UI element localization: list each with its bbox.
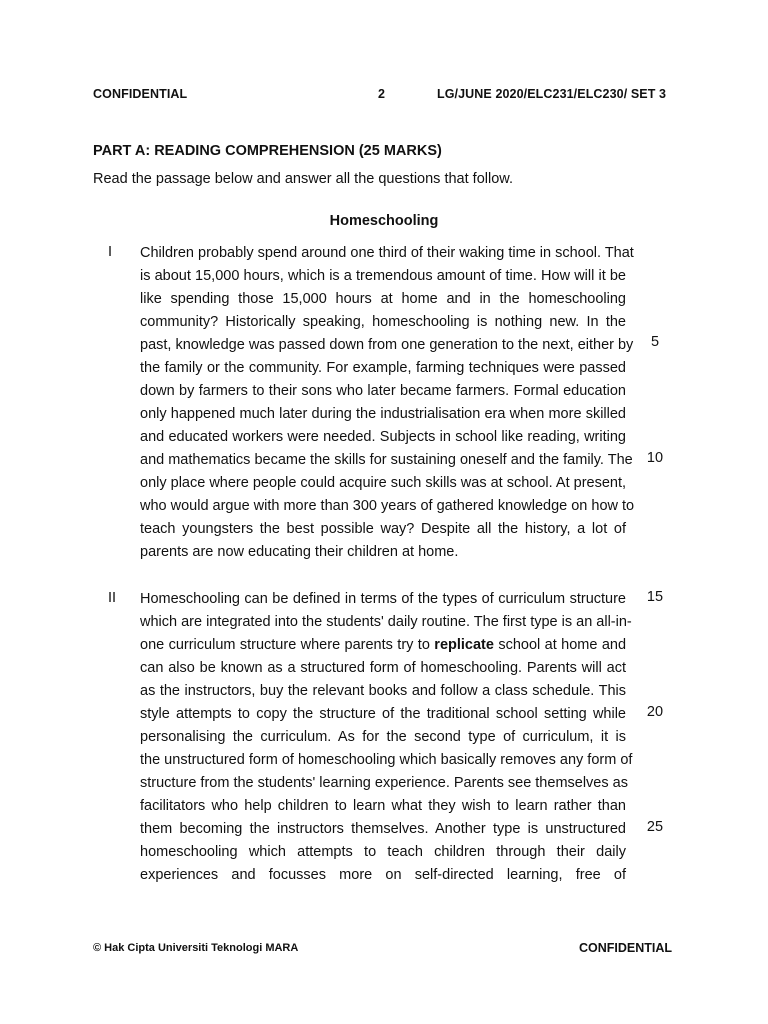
passage-line: the unstructured form of homeschooling which basically removes any form of: [140, 752, 633, 768]
passage-line: can also be known as a structured form of homeschooling. Parents will act: [140, 660, 626, 676]
passage-line: parents are now educating their children at home.: [140, 544, 459, 560]
passage-line: and educated workers were needed. Subjects in school like reading, writing: [140, 429, 626, 445]
header-confidential: CONFIDENTIAL: [93, 87, 188, 101]
keyword-replicate: replicate: [434, 637, 494, 653]
passage-line: past, knowledge was passed down from one generation to the next, either by: [140, 337, 634, 353]
passage-line: experiences and focusses more on self-directed learning, free of: [140, 867, 626, 883]
passage-line-text: school at home and: [498, 637, 627, 653]
passage-line: Children probably spend around one third of their waking time in school. That: [140, 245, 634, 261]
passage-line: facilitators who help children to learn what they wish to learn rather than: [140, 798, 626, 814]
line-number-10: 10: [646, 450, 664, 466]
line-number-5: 5: [650, 334, 660, 350]
footer-copyright: © Hak Cipta Universiti Teknologi MARA: [93, 942, 299, 954]
passage-line: only happened much later during the industrialisation era when more skilled: [140, 406, 626, 422]
passage-line: like spending those 15,000 hours at home and in the homeschooling: [140, 291, 626, 307]
header-exam-code: LG/JUNE 2020/ELC231/ELC230/ SET 3: [437, 87, 667, 101]
section-title: PART A: READING COMPREHENSION (25 MARKS): [93, 143, 442, 159]
passage-line-with-keyword: [140, 634, 626, 657]
passage-title: Homeschooling: [329, 213, 439, 229]
line-number-15: 15: [646, 589, 664, 605]
passage-line: teach youngsters the best possible way? Despite all the history, a lot of: [140, 521, 626, 537]
header-page-number: 2: [378, 87, 386, 101]
passage-line: them becoming the instructors themselves. Another type is unstructured: [140, 821, 626, 837]
passage-line: only place where people could acquire such skills was at school. At present,: [140, 475, 627, 491]
line-number-25: 25: [646, 819, 664, 835]
instruction-text: Read the passage below and answer all the questions that follow.: [93, 171, 513, 187]
paragraph-1: [140, 242, 635, 564]
footer-confidential: CONFIDENTIAL: [579, 941, 673, 955]
passage-line: the family or the community. For example, farming techniques were passed: [140, 360, 626, 376]
passage-line: homeschooling which attempts to teach children through their daily: [140, 844, 626, 860]
paragraph-2: [140, 588, 633, 887]
passage-line: community? Historically speaking, homeschooling is nothing new. In the: [140, 314, 626, 330]
paragraph-number-2: II: [108, 590, 117, 606]
paragraph-number-1: I: [108, 244, 113, 260]
passage-line-text: one curriculum structure where parents try to: [140, 637, 430, 653]
passage-line: and mathematics became the skills for sustaining oneself and the family. The: [140, 452, 633, 468]
passage-line: personalising the curriculum. As for the second type of curriculum, it is: [140, 729, 626, 745]
passage-line: as the instructors, buy the relevant books and follow a class schedule. This: [140, 683, 626, 699]
passage-line: who would argue with more than 300 years of gathered knowledge on how to: [140, 498, 635, 514]
passage-line: is about 15,000 hours, which is a tremendous amount of time. How will it be: [140, 268, 626, 284]
passage-line: Homeschooling can be defined in terms of the types of curriculum structure: [140, 591, 626, 607]
passage-line: structure from the students' learning experience. Parents see themselves as: [140, 775, 628, 791]
passage-line: style attempts to copy the structure of the traditional school setting while: [140, 706, 626, 722]
passage-line: down by farmers to their sons who later became farmers. Formal education: [140, 383, 626, 399]
line-number-20: 20: [646, 704, 664, 720]
passage-line: which are integrated into the students' daily routine. The first type is an all-in-: [140, 614, 632, 630]
